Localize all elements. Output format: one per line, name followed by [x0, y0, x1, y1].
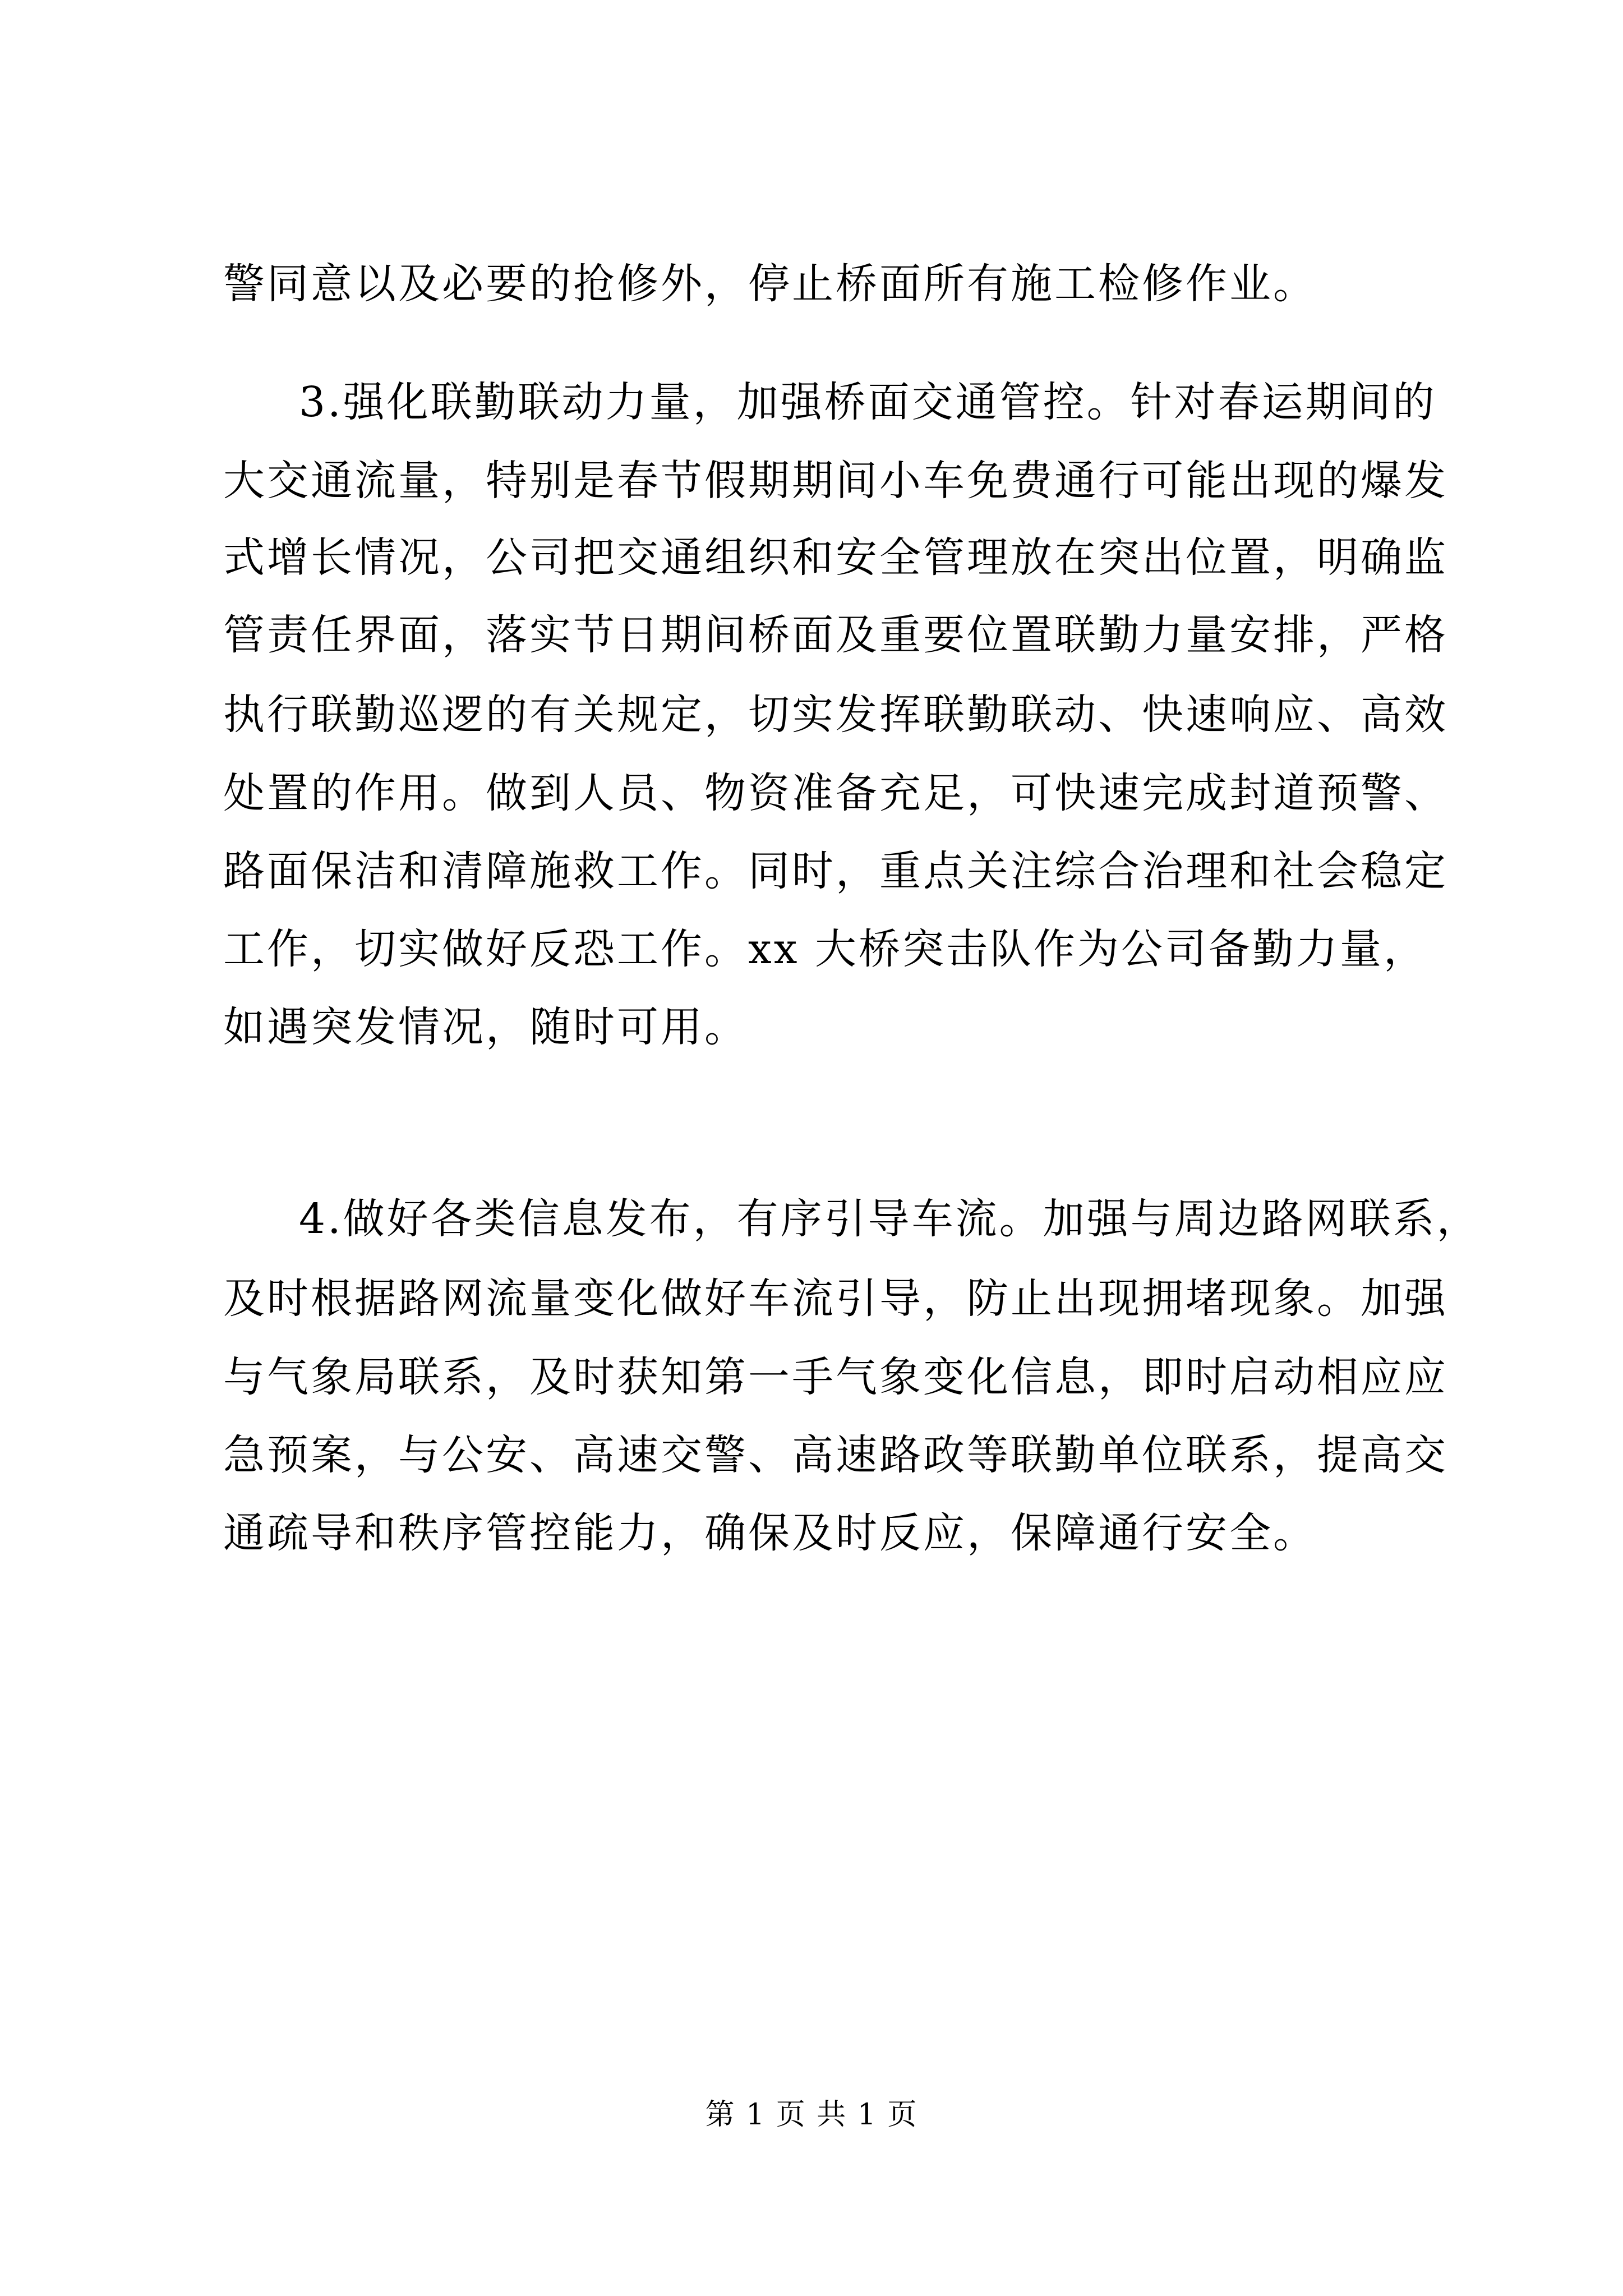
body-text-line: 式增长情况，公司把交通组织和安全管理放在突出位置，明确监	[223, 533, 1448, 582]
body-text-line: 工作，切实做好反恐工作。xx 大桥突击队作为公司备勤力量，	[223, 925, 1427, 973]
body-text-line: 执行联勤巡逻的有关规定，切实发挥联勤联动、快速响应、高效	[223, 691, 1448, 739]
body-text-line: 与气象局联系，及时获知第一手气象变化信息，即时启动相应应	[223, 1353, 1448, 1401]
paragraph-4-first-line: 4.做好各类信息发布，有序引导车流。加强与周边路网联系，	[299, 1195, 1481, 1243]
body-text-line: 管责任界面，落实节日期间桥面及重要位置联勤力量安排，严格	[223, 611, 1448, 659]
body-text-line: 如遇突发情况，随时可用。	[223, 1003, 748, 1051]
page-footer: 第 1 页 共 1 页	[705, 2098, 918, 2132]
body-text-line: 处置的作用。做到人员、物资准备充足，可快速完成封道预警、	[223, 769, 1448, 817]
paragraph-3-first-line: 3.强化联勤联动力量，加强桥面交通管控。针对春运期间的	[299, 378, 1437, 426]
body-text-line: 急预案，与公安、高速交警、高速路政等联勤单位联系，提高交	[223, 1431, 1448, 1479]
body-text-line: 通疏导和秩序管控能力，确保及时反应，保障通行安全。	[223, 1509, 1317, 1557]
body-text-line: 警同意以及必要的抢修外，停止桥面所有施工检修作业。	[223, 260, 1317, 308]
body-text-line: 路面保洁和清障施救工作。同时，重点关注综合治理和社会稳定	[223, 847, 1448, 895]
body-text-line: 及时根据路网流量变化做好车流引导，防止出现拥堵现象。加强	[223, 1274, 1448, 1323]
body-text-line: 大交通流量，特别是春节假期期间小车免费通行可能出现的爆发	[223, 457, 1448, 505]
